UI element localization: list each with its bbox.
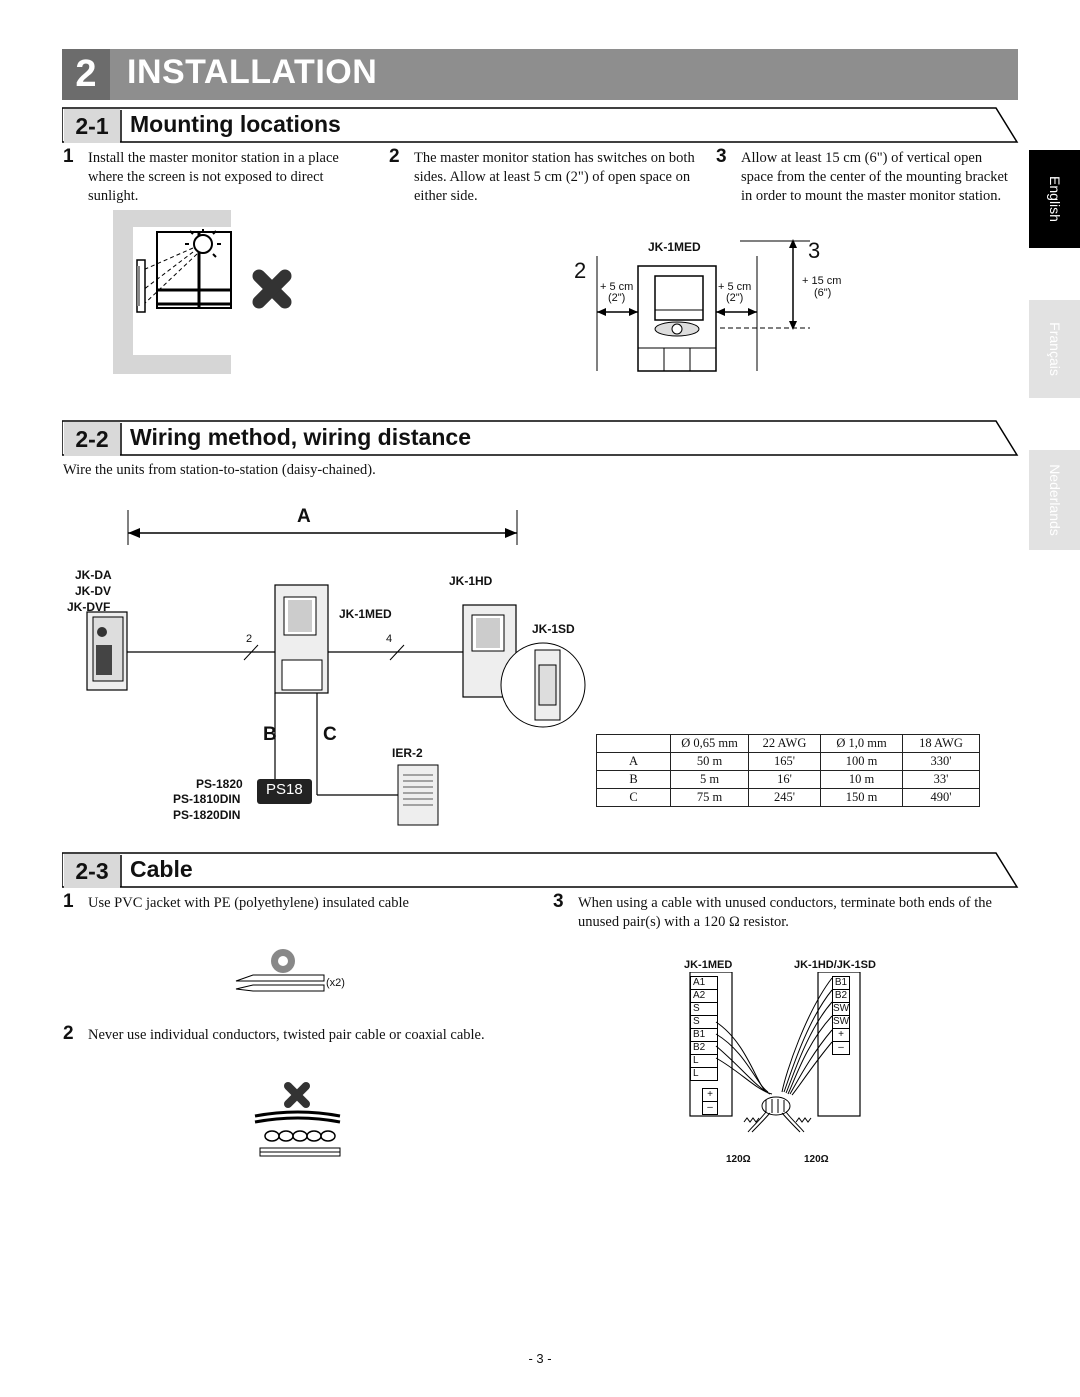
step-3-text: Allow at least 15 cm (6") of vertical open space from the center of the mounting bracket in order to mount the master monitor station. [741,150,1008,204]
label-c: C [323,724,337,745]
step-1-text: Install the master monitor station in a place where the screen is not exposed to direct sunlight. [88,150,339,204]
chapter-number: 2 [62,49,110,100]
table-cell: 245' [749,789,821,807]
tab-english-label: English [1046,176,1063,222]
wiring-distance-table [596,734,980,807]
step-2-text: The master monitor station has switches on both sides. Allow at least 5 cm (2") of open space on either side. [414,150,695,204]
door-model-3: JK-DVF [67,600,111,614]
door-model-1: JK-DA [75,568,112,582]
pe-cable-illustration [228,945,338,1000]
table-row [597,789,980,807]
terminal-label: A2 [690,990,718,1003]
section-2-3-number: 2-3 [64,854,120,888]
diagram-num-2: 2 [574,258,587,283]
table-cell: C [597,789,671,807]
ps-model-2: PS-1810DIN [173,792,241,806]
right-gap-in: (2") [726,292,744,304]
section-2-1-number: 2-1 [64,109,120,143]
label-b: B [263,724,277,745]
section-2-1-title: Mounting locations [130,111,341,137]
cable-step-2-text: Never use individual conductors, twisted pair cable or coaxial cable. [88,1027,485,1043]
wire-count-4: 4 [386,633,393,645]
table-cell: 5 m [671,771,749,789]
section-2-3-title: Cable [130,856,193,882]
table-cell [597,735,671,753]
tab-english[interactable] [1029,150,1080,248]
section-2-3-frame [62,851,1022,891]
wire-count-2: 2 [246,633,253,645]
forbidden-cables-illustration [250,1082,345,1162]
terminal-label: – [832,1042,850,1055]
table-cell: 75 m [671,789,749,807]
terminal-label: L [690,1068,718,1081]
right-gap-cm: + 5 cm [718,281,752,293]
table-cell: B [597,771,671,789]
tab-francais[interactable] [1029,300,1080,398]
tab-nederlands[interactable] [1029,450,1080,550]
door-model-2: JK-DV [75,584,112,598]
table-cell: Ø 0,65 mm [671,735,749,753]
resistor-right-label: 120Ω [804,1154,829,1165]
step-3-number: 3 [716,146,727,167]
ier2-label: IER-2 [392,746,423,760]
terminal-label: S [690,1003,718,1016]
top-gap-in: (6") [814,287,832,299]
table-row [597,753,980,771]
label-a: A [297,506,311,527]
left-power-terminals [702,1088,718,1115]
left-terminal-block [690,976,718,1081]
section-2-2-number: 2-2 [64,422,120,456]
table-cell: 33' [903,771,980,789]
step-2-number: 2 [389,146,400,167]
table-cell: 50 m [671,753,749,771]
terminal-label: + [702,1088,718,1102]
terminal-label: B2 [690,1042,718,1055]
terminal-label: A1 [690,976,718,990]
sub-model-label: JK-1HD [449,574,493,588]
terminal-label: SW [833,1016,850,1027]
diagram-num-3: 3 [808,238,821,263]
terminal-label: B1 [690,1029,718,1042]
table-cell: 100 m [821,753,903,771]
page-number: - 3 - [528,1351,552,1366]
ps18-badge: PS18 [266,781,303,798]
terminal-right-title: JK-1HD/JK-1SD [794,959,876,971]
resistor-left-label: 120Ω [726,1154,751,1165]
terminal-label: B1 [832,976,850,990]
terminal-label: L [690,1055,718,1068]
cable-step-2-number: 2 [63,1023,74,1044]
right-terminal-block [832,976,850,1055]
section-2-2-title: Wiring method, wiring distance [130,424,471,450]
cable-step-3-text: When using a cable with unused conductors, terminate both ends of the unused pair(s) with a 120 Ω resistor. [578,895,992,930]
ps-model-3: PS-1820DIN [173,808,241,822]
ps-model-1: PS-1820 [196,777,243,791]
tab-nederlands-label: Nederlands [1046,464,1063,536]
terminal-label: S [690,1016,718,1029]
table-cell: 330' [903,753,980,771]
terminal-label: B2 [832,990,850,1003]
left-gap-in: (2") [608,292,626,304]
master-model-label: JK-1MED [339,607,392,621]
table-cell: 18 AWG [903,735,980,753]
table-header-row [597,735,980,753]
table-cell: 16' [749,771,821,789]
diagram-model-label: JK-1MED [648,240,701,254]
table-cell: A [597,753,671,771]
chapter-title: INSTALLATION [127,53,378,91]
top-gap-cm: + 15 cm [802,275,842,287]
table-cell: Ø 1,0 mm [821,735,903,753]
cable-count: (x2) [326,977,345,989]
table-cell: 165' [749,753,821,771]
cable-step-1-number: 1 [63,891,74,912]
wiring-diagram [60,505,600,830]
terminal-label: + [832,1029,850,1042]
wiring-intro: Wire the units from station-to-station (daisy-chained). [63,462,376,478]
table-cell: 10 m [821,771,903,789]
tab-francais-label: Français [1046,322,1063,376]
table-cell: 150 m [821,789,903,807]
terminal-label: SW [833,1003,850,1014]
sd-model-label: JK-1SD [532,622,575,636]
table-cell: 490' [903,789,980,807]
step-1-number: 1 [63,146,74,167]
cable-step-1-text: Use PVC jacket with PE (polyethylene) insulated cable [88,895,409,911]
left-gap-cm: + 5 cm [600,281,634,293]
cable-step-3-number: 3 [553,891,564,912]
table-row [597,771,980,789]
terminal-label: – [702,1102,718,1115]
spacing-diagram [570,236,830,376]
terminal-left-title: JK-1MED [684,959,733,971]
sunlight-illustration [113,210,303,374]
table-cell: 22 AWG [749,735,821,753]
